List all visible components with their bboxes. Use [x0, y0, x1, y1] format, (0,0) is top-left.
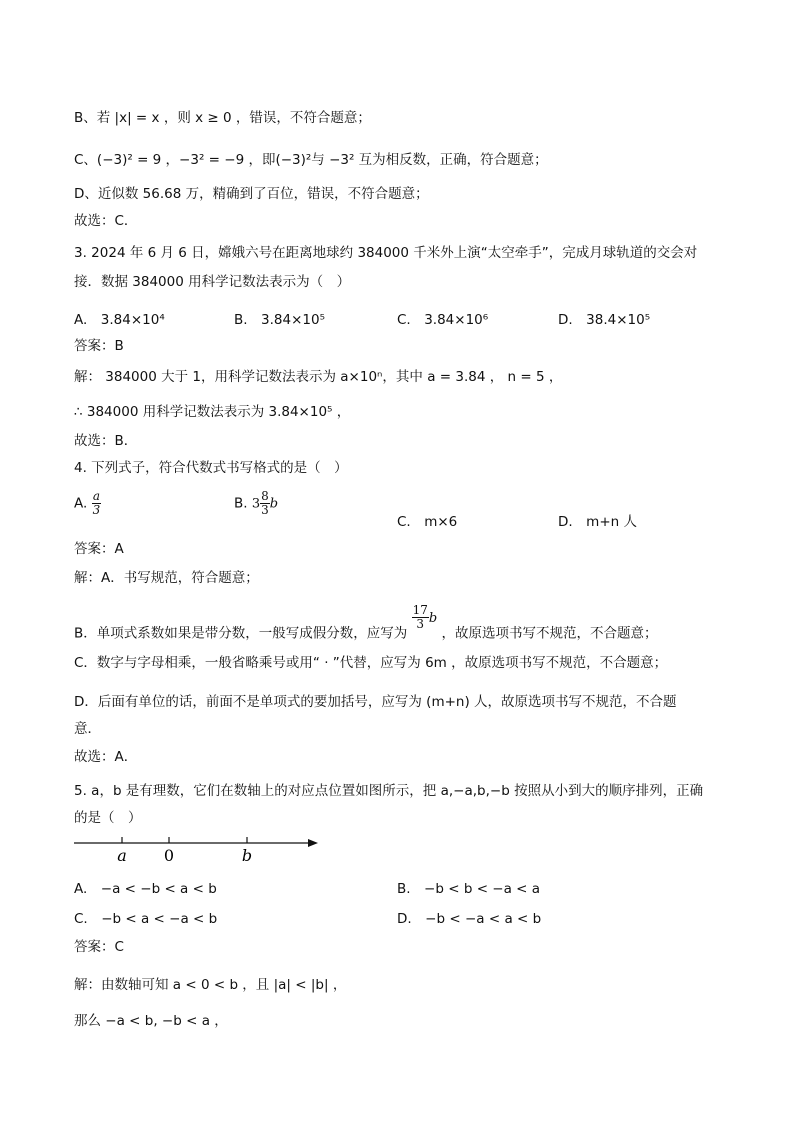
option-c: C. m×6: [397, 514, 458, 530]
text-line: 故选：A．: [74, 749, 138, 765]
solution-line: 那么 −a < b, −b < a ，: [74, 1013, 228, 1029]
number-line: [72, 832, 322, 866]
answer: 答案：C: [74, 939, 124, 955]
fraction-denominator: 3: [416, 617, 425, 631]
variable: b: [269, 496, 279, 512]
option-a: [74, 490, 101, 517]
solution-line: 解： 384000 大于 1，用科学记数法表示为 a×10ⁿ，其中 a = 3.84 ， n = 5 ，: [74, 369, 563, 385]
variable: b: [428, 610, 438, 626]
solution-line: D．后面有单位的话，前面不是单项式的要加括号，应写为 (m+n) 人，故原选项书写不规范，不合题: [74, 694, 677, 710]
fraction: [260, 490, 270, 517]
fraction-denominator: 3: [261, 503, 269, 517]
mixed-whole: 3: [251, 496, 261, 512]
solution-line: ∴ 384000 用科学记数法表示为 3.84×10⁵ ，: [74, 404, 351, 420]
solution-line: C．数字与字母相乘，一般省略乘号或用“ · ”代替，应写为 6m ，故原选项书写不规范，不合题意；: [74, 655, 668, 671]
solution-line: [74, 603, 658, 647]
option-c: C. 3.84×10⁶: [397, 312, 489, 328]
text-line: 的是（ ）: [74, 810, 142, 826]
tick-label: b: [241, 846, 253, 865]
fraction-numerator: 17: [412, 603, 428, 617]
question-5: 5. a，b 是有理数，它们在数轴上的对应点位置如图所示，把 a,−a,b,−b 按照从小到大的顺序排列，正确: [74, 783, 704, 799]
fraction-denominator: 3: [92, 503, 101, 517]
text-segment: ，故原选项书写不规范，不合题意；: [441, 625, 658, 642]
option-label: B.: [234, 495, 248, 512]
option-b: [234, 490, 278, 517]
option-d: D. m+n 人: [558, 514, 637, 530]
question-4: 4. 下列式子，符合代数式书写格式的是（ ）: [74, 460, 348, 476]
text-segment: B．单项式系数如果是带分数，一般写成假分数，应写为: [74, 625, 408, 642]
option-b: B. 3.84×10⁵: [234, 312, 326, 328]
tick-label: 0: [163, 846, 175, 865]
axis-arrow-icon: [308, 839, 318, 847]
answer: 答案：B: [74, 338, 124, 354]
text-line: D、近似数 56.68 万，精确到了百位，错误，不符合题意；: [74, 186, 429, 202]
fraction-numerator: a: [92, 489, 100, 503]
text-line: 故选：B．: [74, 433, 138, 449]
text-line: 接．数据 384000 用科学记数法表示为（ ）: [74, 274, 351, 290]
option-d: D. 38.4×10⁵: [558, 312, 651, 328]
solution-line: 解：由数轴可知 a < 0 < b ，且 |a| < |b| ，: [74, 977, 347, 993]
solution-line: 解：A．书写规范，符合题意；: [74, 570, 259, 586]
option-a: A. −a < −b < a < b: [74, 881, 217, 897]
solution-line: 意．: [74, 721, 101, 737]
text-line: B、若 |x| = x ，则 x ≥ 0 ，错误，不符合题意；: [74, 110, 371, 126]
text-line: 故选：C．: [74, 213, 138, 229]
fraction-numerator: 8: [261, 489, 269, 503]
option-c: C. −b < a < −a < b: [74, 911, 218, 927]
text-line: C、(−3)² = 9 ，−3² = −9 ，即(−3)²与 −3² 互为相反数，正确，符合题意；: [74, 152, 548, 168]
tick-label: a: [117, 846, 127, 865]
answer: 答案：A: [74, 541, 124, 557]
question-3: 3. 2024 年 6 月 6 日，嫦娥六号在距离地球约 384000 千米外上演“太空牵手”，完成月球轨道的交会对: [74, 245, 698, 261]
option-d: D. −b < −a < a < b: [397, 911, 542, 927]
fraction: [412, 604, 429, 631]
fraction: [92, 490, 102, 517]
option-label: A.: [74, 495, 88, 512]
option-a: A. 3.84×10⁴: [74, 312, 165, 328]
option-b: B. −b < b < −a < a: [397, 881, 541, 897]
